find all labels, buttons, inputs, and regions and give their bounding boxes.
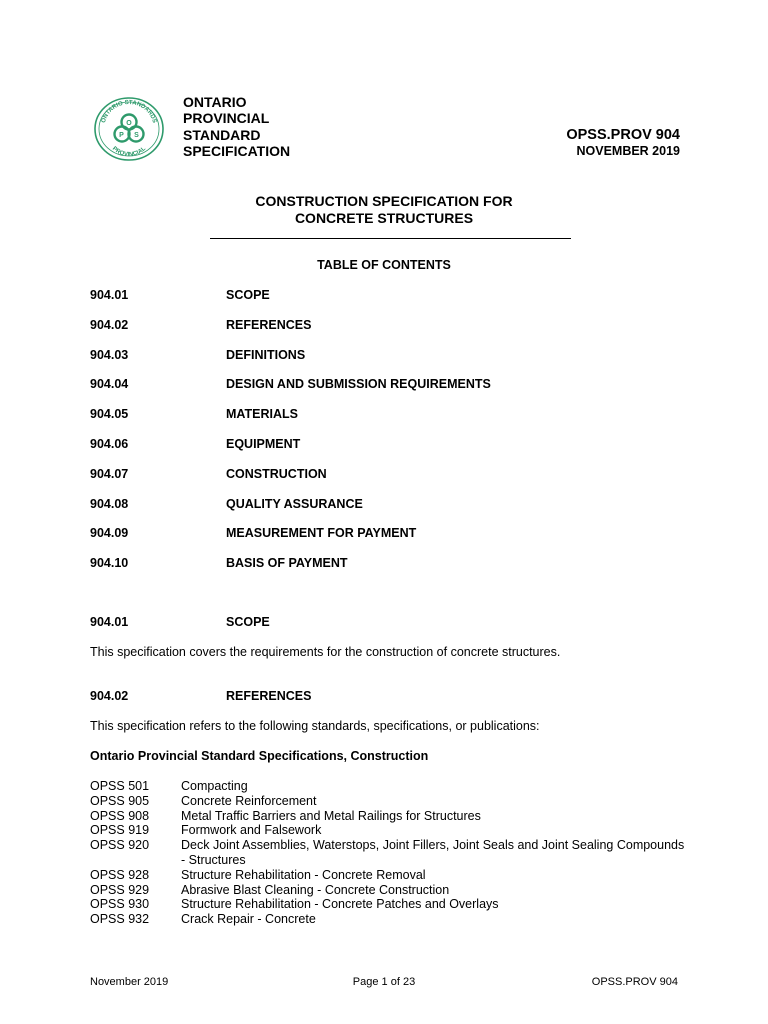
toc-item[interactable] [90,467,690,497]
reference-code: OPSS 501 [90,779,150,793]
toc-item[interactable] [90,318,690,348]
logo-letter-p: P [119,132,124,139]
toc-item[interactable] [90,526,690,556]
org-line: SPECIFICATION [183,142,291,159]
reference-item [90,912,690,927]
reference-description: Structure Rehabilitation - Concrete Patches and Overlays [181,897,499,912]
toc-item-number: 904.01 [90,288,129,302]
reference-code: OPSS 928 [90,867,150,882]
reference-description: Abrasive Blast Cleaning - Concrete Construction [181,882,450,897]
org-line: PROVINCIAL [183,110,270,127]
toc-item-number: 904.08 [90,496,129,511]
reference-item [90,838,690,868]
document-code: OPSS.PROV 904 [566,127,680,143]
reference-code: OPSS 908 [90,808,150,823]
toc-item[interactable] [90,377,690,407]
reference-description: Concrete Reinforcement [181,793,317,808]
reference-description: Crack Repair - Concrete [181,912,316,927]
ops-seal-logo [92,96,166,162]
toc-item-title: BASIS OF PAYMENT [226,556,348,571]
toc-item-number: 904.07 [90,466,129,481]
reference-list [90,779,690,927]
section-title: REFERENCES [226,689,312,703]
reference-item [90,809,690,824]
toc-item[interactable] [90,556,690,586]
reference-item [90,883,690,898]
reference-item [90,897,690,912]
org-line: ONTARIO [183,94,247,110]
reference-description: Formwork and Falsework [181,823,322,838]
reference-code: OPSS 905 [90,793,150,808]
toc-item-number: 904.03 [90,347,129,362]
references-intro: This specification refers to the following standards, specifications, or publications: [90,719,540,733]
section-title: SCOPE [226,615,270,629]
section-number: 904.01 [90,615,129,629]
logo-letter-o: O [126,120,132,127]
reference-code: OPSS 930 [90,897,150,912]
reference-item [90,779,690,794]
toc-item[interactable] [90,437,690,467]
reference-item [90,794,690,809]
toc-item-title: DESIGN AND SUBMISSION REQUIREMENTS [226,377,491,392]
toc-item[interactable] [90,407,690,437]
toc-item-title: QUALITY ASSURANCE [226,496,363,511]
toc-item[interactable] [90,497,690,527]
reference-code: OPSS 932 [90,912,150,927]
document-title [0,193,768,227]
trillium-seal-icon [92,96,166,162]
reference-item [90,868,690,883]
organization-name [183,94,290,159]
org-line: STANDARD [183,126,261,143]
logo-letter-s: S [134,132,139,139]
reference-description: Compacting [181,779,248,793]
logo-ring-bottom-text: PROVINCIAL [110,145,148,159]
logo-ring-top-text: ONTARIO STANDARDS [100,99,158,124]
footer-page-number: Page 1 of 23 [352,976,416,988]
reference-description: Deck Joint Assemblies, Waterstops, Joint Fillers, Joint Seals and Joint Sealing Compounds - Structures [181,838,685,867]
toc-item-number: 904.02 [90,317,129,332]
reference-item [90,823,690,838]
toc-item-number: 904.05 [90,407,129,422]
toc-item-title: REFERENCES [226,317,312,332]
document-date: NOVEMBER 2019 [576,144,680,158]
references-subheading: Ontario Provincial Standard Specifications, Construction [90,749,429,763]
scope-paragraph: This specification covers the requirements for the construction of concrete structures. [90,645,561,659]
toc-item-title: SCOPE [226,288,270,302]
document-identifier [566,126,680,159]
toc-item-number: 904.04 [90,377,129,392]
toc-item-title: MATERIALS [226,407,298,422]
reference-description: Metal Traffic Barriers and Metal Railings for Structures [181,808,481,823]
toc-item-number: 904.09 [90,526,129,541]
section-number: 904.02 [90,689,129,703]
toc-item[interactable] [90,348,690,378]
reference-code: OPSS 929 [90,882,150,897]
toc-item-title: CONSTRUCTION [226,466,327,481]
reference-code: OPSS 920 [90,838,150,853]
toc-item-title: EQUIPMENT [226,436,301,451]
footer-document-code: OPSS.PROV 904 [591,976,678,988]
toc-item-title: MEASUREMENT FOR PAYMENT [226,526,417,541]
title-divider [210,238,571,239]
table-of-contents [90,288,690,586]
toc-item-number: 904.10 [90,556,129,571]
title-line-2: CONCRETE STRUCTURES [294,210,474,226]
reference-code: OPSS 919 [90,823,150,838]
title-line-1: CONSTRUCTION SPECIFICATION FOR [255,193,513,209]
toc-item[interactable] [90,288,690,318]
toc-item-number: 904.06 [90,436,129,451]
toc-item-title: DEFINITIONS [226,347,306,362]
toc-heading: TABLE OF CONTENTS [317,258,451,272]
reference-description: Structure Rehabilitation - Concrete Removal [181,867,426,882]
footer-date: November 2019 [90,976,169,988]
